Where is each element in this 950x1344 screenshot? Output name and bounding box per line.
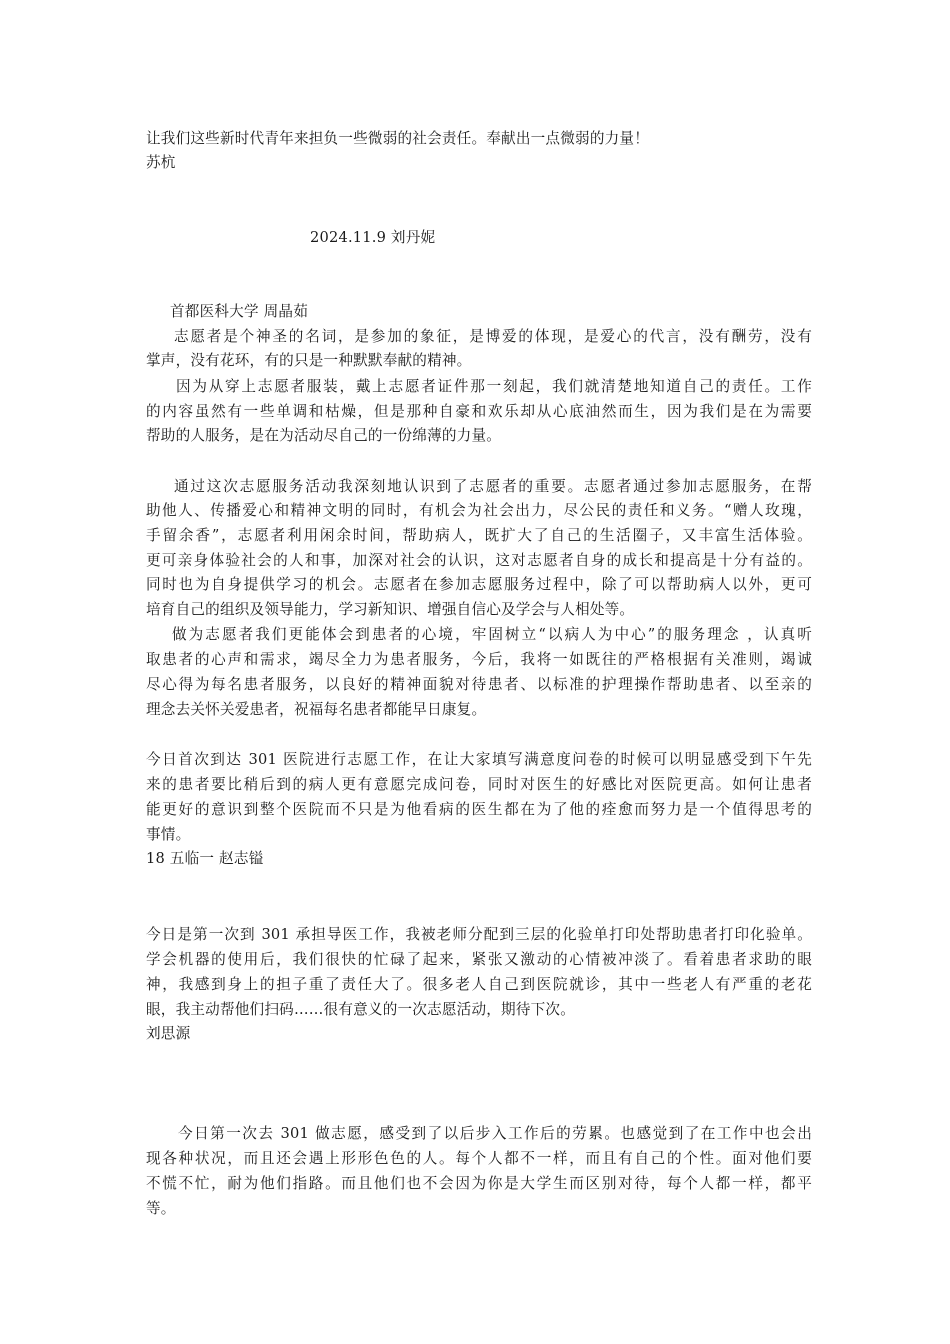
zhao-p1-line: 今日首次到达 301 医院进行志愿工作，在让大家填写满意度问卷的时候可以明显感受到下午先	[146, 751, 812, 768]
liu-p1-line: 今日是第一次到 301 承担导医工作，我被老师分配到三层的化验单打印处帮助患者打印化验单。	[146, 926, 812, 943]
zhou-p4-line: 尽心得为每名患者服务，以良好的精神面貌对待患者、以标准的护理操作帮助患者、以至亲的	[146, 676, 812, 693]
last-p1-line: 不慌不忙，耐为他们指路。而且他们也不会因为你是大学生而区别对待，每个人都一样，都平	[146, 1175, 812, 1192]
zhou-p1-line: 志愿者是个神圣的名词，是参加的象征，是博爱的体现，是爱心的代言，没有酬劳，没有	[174, 328, 812, 345]
zhou-p4-line: 做为志愿者我们更能体会到患者的心境，牢固树立“以病人为中心”的服务理念 ，认真听	[172, 626, 812, 643]
zhao-p1-line: 来的患者要比稍后到的病人更有意愿完成问卷，同时对医生的好感比对医院更高。如何让患者	[146, 776, 812, 793]
document-page	[146, 0, 812, 1344]
zhou-p3-line: 培育自己的组织及领导能力，学习新知识、增强自信心及学会与人相处等。	[146, 601, 635, 618]
zhou-p3-line: 手留余香”，志愿者利用闲余时间，帮助病人，既扩大了自己的生活圈子，又丰富生活体验。	[146, 527, 812, 544]
zhou-byline: 首都医科大学 周晶茹	[170, 303, 308, 320]
liu-author: 刘思源	[146, 1025, 191, 1042]
intro-line: 让我们这些新时代青年来担负一些微弱的社会责任。奉献出一点微弱的力量！	[146, 130, 649, 147]
date-signature: 2024.11.9 刘丹妮	[310, 229, 436, 246]
zhou-p4-line: 取患者的心声和需求，竭尽全力为患者服务，今后，我将一如既往的严格根据有关准则，竭诚	[146, 651, 812, 668]
zhou-p1-line: 掌声，没有花环，有的只是一种默默奉献的精神。	[146, 352, 472, 369]
zhou-p2-line: 因为从穿上志愿者服装，戴上志愿者证件那一刻起，我们就清楚地知道自己的责任。工作	[176, 378, 812, 395]
zhou-p3-line: 助他人、传播爱心和精神文明的同时，有机会为社会出力，尽公民的责任和义务。“赠人玫瑰，	[146, 502, 812, 519]
liu-p1-line: 学会机器的使用后，我们很快的忙碌了起来，紧张又激动的心情被冲淡了。看着患者求助的眼	[146, 951, 812, 968]
zhou-p2-line: 帮助的人服务，是在为活动尽自己的一份绵薄的力量。	[146, 427, 502, 444]
zhou-p3-line: 更可亲身体验社会的人和事，加深对社会的认识，这对志愿者自身的成长和提高是十分有益的。	[146, 552, 812, 569]
last-p1-line: 等。	[146, 1200, 176, 1217]
zhao-p1-line: 能更好的意识到整个医院而不只是为他看病的医生都在为了他的痊愈而努力是一个值得思考的	[146, 801, 812, 818]
zhao-p1-line: 事情。	[146, 826, 191, 843]
last-p1-line: 今日第一次去 301 做志愿，感受到了以后步入工作后的劳累。也感觉到了在工作中也会出	[178, 1125, 812, 1142]
liu-p1-line: 神，我感到身上的担子重了责任大了。很多老人自己到医院就诊，其中一些老人有严重的老花	[146, 976, 812, 993]
zhou-p4-line: 理念去关怀关爱患者，祝福每名患者都能早日康复。	[146, 701, 487, 718]
zhao-author: 18 五临一 赵志镒	[146, 850, 264, 867]
zhou-p2-line: 的内容虽然有一些单调和枯燥，但是那种自豪和欢乐却从心底油然而生，因为我们是在为需要	[146, 403, 812, 420]
zhou-p3-line: 通过这次志愿服务活动我深刻地认识到了志愿者的重要。志愿者通过参加志愿服务，在帮	[174, 478, 812, 495]
liu-p1-line: 眼，我主动帮他们扫码……很有意义的一次志愿活动，期待下次。	[146, 1001, 576, 1018]
last-p1-line: 现各种状况，而且还会遇上形形色色的人。每个人都不一样，而且有自己的个性。面对他们要	[146, 1150, 812, 1167]
zhou-p3-line: 同时也为自身提供学习的机会。志愿者在参加志愿服务过程中，除了可以帮助病人以外，更可	[146, 576, 812, 593]
intro-author: 苏杭	[146, 154, 176, 171]
